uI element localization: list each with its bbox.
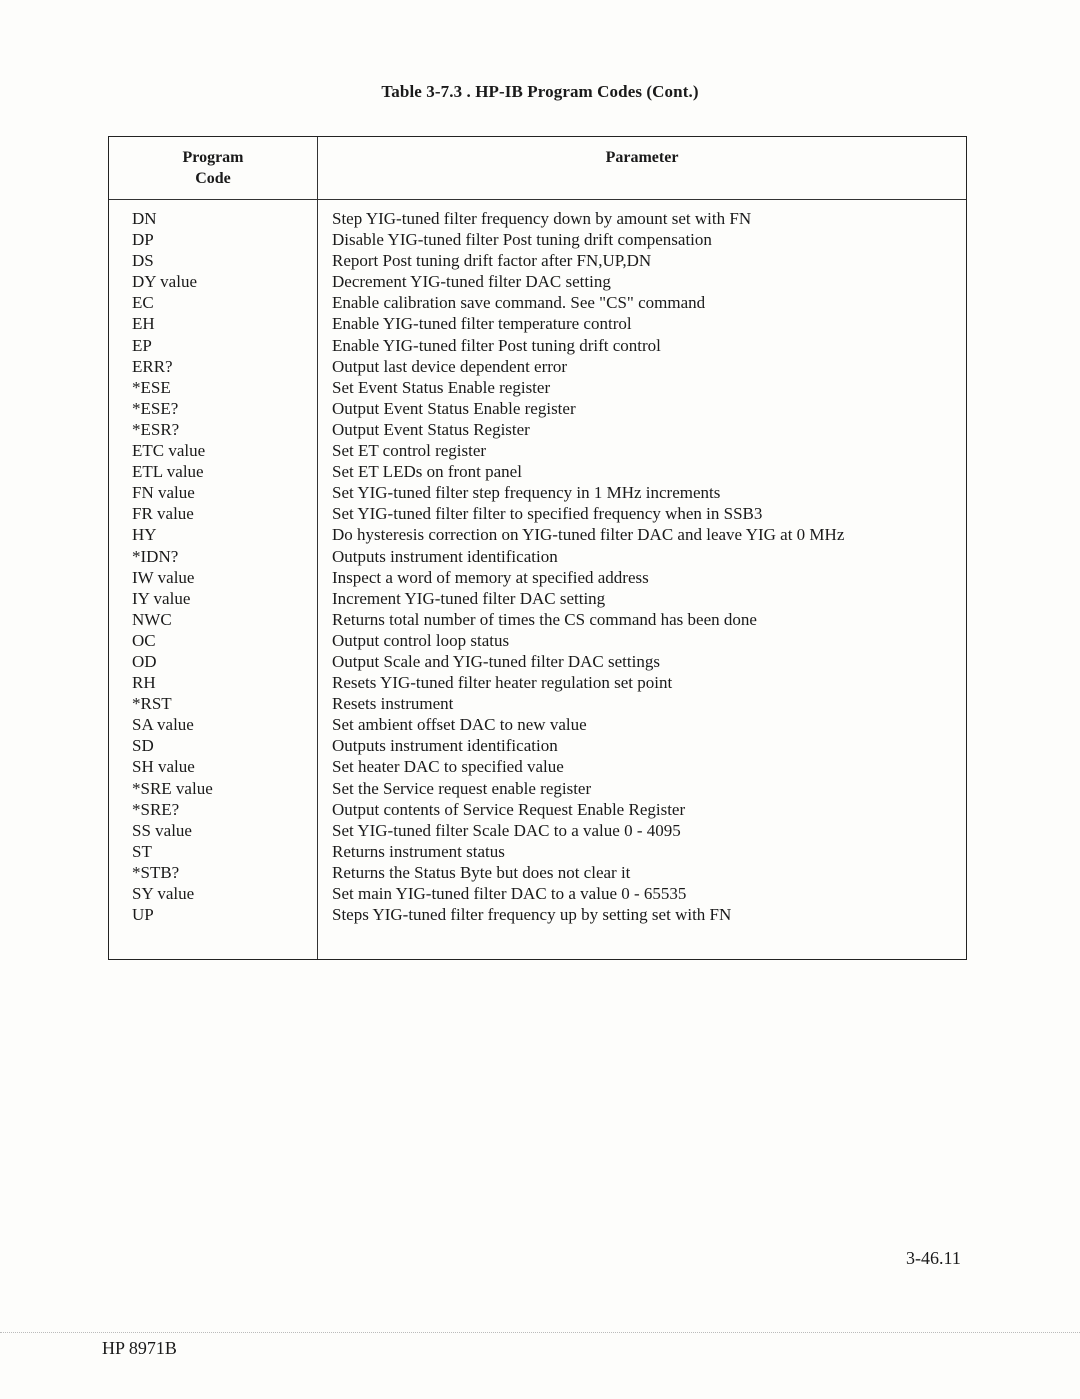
table-row [109,609,966,630]
program-code-cell: EP [132,335,152,355]
parameter-cell: Enable YIG-tuned filter temperature control [332,314,632,334]
parameter-cell: Do hysteresis correction on YIG-tuned filter DAC and leave YIG at 0 MHz [332,525,845,545]
parameter-cell: Resets YIG-tuned filter heater regulation set point [332,673,673,693]
table-row [109,672,966,693]
program-code-cell: ST [132,841,152,861]
parameter-cell: Disable YIG-tuned filter Post tuning drift compensation [332,230,712,250]
parameter-cell: Enable calibration save command. See "CS" command [332,293,706,313]
parameter-cell: Set heater DAC to specified value [332,757,564,777]
parameter-cell: Set main YIG-tuned filter DAC to a value 0 - 65535 [332,884,687,903]
program-code-cell: SS value [132,820,192,840]
program-code-header-line1: Program [182,149,244,166]
table-title: Table 3-7.3 . HP-IB Program Codes (Cont.) [381,82,699,101]
program-code-cell: SH value [132,757,195,777]
footer-divider [0,1332,1080,1333]
table-row [109,588,966,609]
parameter-cell: Output Scale and YIG-tuned filter DAC settings [332,651,660,671]
table-row [109,883,966,904]
program-codes-table [108,136,967,960]
program-code-cell: RH [132,673,156,693]
table-row [109,440,966,461]
table-row [109,208,966,229]
page-number: 3-46.11 [906,1248,961,1268]
table-row [109,313,966,334]
program-code-cell: ETL value [132,462,204,482]
parameter-cell: Returns instrument status [332,841,505,861]
parameter-cell: Set ET control register [332,441,487,461]
table-row [109,567,966,588]
parameter-column-header: Parameter [605,149,679,166]
parameter-cell: Outputs instrument identification [332,736,558,756]
program-code-header-line2: Code [195,170,231,187]
table-row [109,229,966,250]
program-code-cell: SD [132,736,154,756]
program-code-cell: DS [132,251,154,271]
parameter-cell: Set the Service request enable register [332,778,592,798]
program-code-cell: ERR? [132,356,173,376]
parameter-cell: Enable YIG-tuned filter Post tuning drift control [332,335,661,355]
table-row [109,482,966,503]
parameter-cell: Output control loop status [332,630,510,650]
table-body [109,208,966,925]
parameter-cell: Increment YIG-tuned filter DAC setting [332,588,606,608]
table-row [109,419,966,440]
program-code-cell: FR value [132,504,194,524]
table-row [109,292,966,313]
program-code-cell: SY value [132,884,195,903]
parameter-cell: Step YIG-tuned filter frequency down by amount set with FN [332,209,752,228]
table-row [109,335,966,356]
table-row [109,714,966,735]
program-code-cell: IY value [132,588,191,608]
program-code-cell: DN [132,209,157,228]
parameter-cell: Set Event Status Enable register [332,377,551,397]
table-row [109,524,966,545]
program-code-cell: *ESE [132,377,171,397]
table-row [109,461,966,482]
program-code-cell: OC [132,630,156,650]
parameter-cell: Output contents of Service Request Enable Register [332,799,686,819]
table-row [109,398,966,419]
header-divider [109,199,966,200]
table-row [109,250,966,271]
parameter-cell: Output Event Status Enable register [332,398,576,418]
parameter-cell: Steps YIG-tuned filter frequency up by setting set with FN [332,905,732,925]
table-row [109,693,966,714]
program-code-cell: *STB? [132,862,180,882]
program-code-cell: *SRE value [132,778,213,798]
footer-model: HP 8971B [102,1338,177,1358]
program-code-cell: *ESE? [132,398,179,418]
program-code-cell: EC [132,293,154,313]
table-row [109,651,966,672]
program-code-cell: UP [132,905,154,925]
program-code-cell: *IDN? [132,546,179,566]
program-code-cell: NWC [132,609,172,629]
parameter-cell: Decrement YIG-tuned filter DAC setting [332,272,611,292]
parameter-cell: Returns total number of times the CS command has been done [332,609,757,629]
program-code-column-header [109,147,317,189]
parameter-cell: Resets instrument [332,694,454,714]
program-code-cell: IW value [132,567,195,587]
parameter-cell: Output Event Status Register [332,419,530,439]
table-row [109,546,966,567]
program-code-cell: DP [132,230,154,250]
table-row [109,356,966,377]
program-code-cell: HY [132,525,157,545]
parameter-cell: Outputs instrument identification [332,546,558,566]
program-code-cell: SA value [132,715,194,735]
parameter-cell: Report Post tuning drift factor after FN,UP,DN [332,251,652,271]
table-row [109,904,966,925]
table-row [109,841,966,862]
parameter-cell: Output last device dependent error [332,356,568,376]
table-row [109,630,966,651]
table-row [109,778,966,799]
program-code-cell: *ESR? [132,419,180,439]
program-code-cell: FN value [132,483,195,503]
program-code-cell: ETC value [132,441,206,461]
table-row [109,862,966,883]
table-row [109,735,966,756]
program-code-cell: DY value [132,272,197,292]
table-row [109,271,966,292]
table-row [109,799,966,820]
program-code-cell: *SRE? [132,799,180,819]
parameter-cell: Set YIG-tuned filter step frequency in 1 MHz increments [332,483,721,503]
program-code-cell: EH [132,314,155,334]
parameter-cell: Set YIG-tuned filter Scale DAC to a value 0 - 4095 [332,820,681,840]
parameter-cell: Returns the Status Byte but does not clear it [332,862,631,882]
table-row [109,820,966,841]
program-code-cell: *RST [132,694,172,714]
parameter-cell: Set ET LEDs on front panel [332,462,522,482]
table-row [109,377,966,398]
table-row [109,756,966,777]
parameter-cell: Inspect a word of memory at specified address [332,567,649,587]
table-row [109,503,966,524]
parameter-cell: Set YIG-tuned filter filter to specified frequency when in SSB3 [332,504,763,524]
parameter-cell: Set ambient offset DAC to new value [332,715,587,735]
program-code-cell: OD [132,651,157,671]
